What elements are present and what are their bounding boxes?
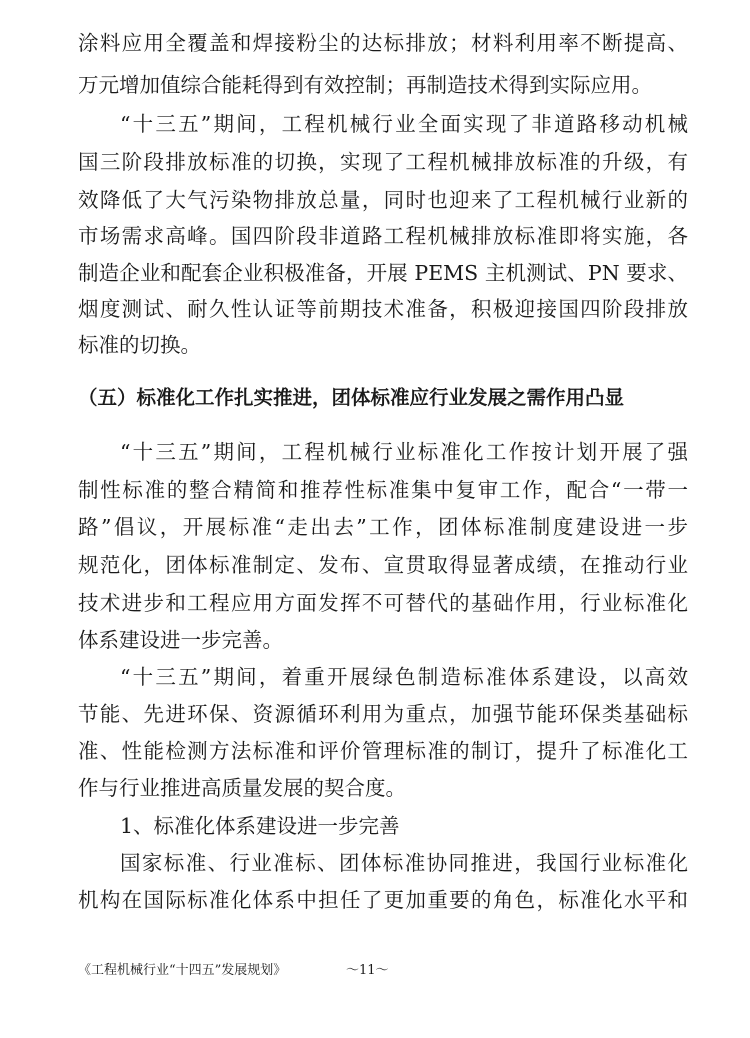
body-text-line: “十三五”期间，着重开展绿色制造标准体系建设，以高效 xyxy=(120,665,688,689)
body-text-line: 制性标准的整合精简和推荐性标准集中复审工作，配合“一带一 xyxy=(78,478,688,502)
body-text-line: 准、性能检测方法标准和评价管理标准的制订，提升了标准化工 xyxy=(78,739,688,763)
subsection-heading: 1、标准化体系建设进一步完善 xyxy=(120,814,400,838)
body-text-line: “十三五”期间，工程机械行业全面实现了非道路移动机械 xyxy=(120,112,688,136)
body-text-line: 规范化，团体标准制定、发布、宣贯取得显著成绩，在推动行业 xyxy=(78,553,688,577)
body-text-line: 路”倡议，开展标准“走出去”工作，团体标准制度建设进一步 xyxy=(78,515,688,539)
body-text-line: 制造企业和配套企业积极准备，开展 PEMS 主机测试、PN 要求、 xyxy=(78,261,688,285)
body-text-line: “十三五”期间，工程机械行业标准化工作按计划开展了强 xyxy=(120,440,688,464)
body-text-line: 效降低了大气污染物排放总量，同时也迎来了工程机械行业新的 xyxy=(78,188,688,212)
body-text-line: 技术进步和工程应用方面发挥不可替代的基础作用，行业标准化 xyxy=(78,591,688,615)
body-text-line: 万元增加值综合能耗得到有效控制；再制造技术得到实际应用。 xyxy=(78,73,652,97)
body-text-line: 国家标准、行业准标、团体标准协同推进，我国行业标准化 xyxy=(120,851,688,875)
body-text-line: 烟度测试、耐久性认证等前期技术准备，积极迎接国四阶段排放 xyxy=(78,297,688,321)
body-text-line: 涂料应用全覆盖和焊接粉尘的达标排放；材料利用率不断提高、 xyxy=(78,31,688,55)
body-text-line: 节能、先进环保、资源循环利用为重点，加强节能环保类基础标 xyxy=(78,702,688,726)
body-text-line: 市场需求高峰。国四阶段非道路工程机械排放标准即将实施，各 xyxy=(78,224,688,248)
section-heading: （五）标准化工作扎实推进，团体标准应行业发展之需作用凸显 xyxy=(78,386,625,409)
body-text-line: 机构在国际标准化体系中担任了更加重要的角色，标准化水平和 xyxy=(78,888,688,912)
footer-page-number: ～11～ xyxy=(346,963,389,978)
body-text-line: 标准的切换。 xyxy=(78,333,201,357)
footer-document-title: 《工程机械行业“十四五”发展规划》 xyxy=(78,963,287,978)
body-text-line: 国三阶段排放标准的切换，实现了工程机械排放标准的升级，有 xyxy=(78,150,688,174)
body-text-line: 作与行业推进高质量发展的契合度。 xyxy=(78,776,406,800)
body-text-line: 体系建设进一步完善。 xyxy=(78,628,283,652)
